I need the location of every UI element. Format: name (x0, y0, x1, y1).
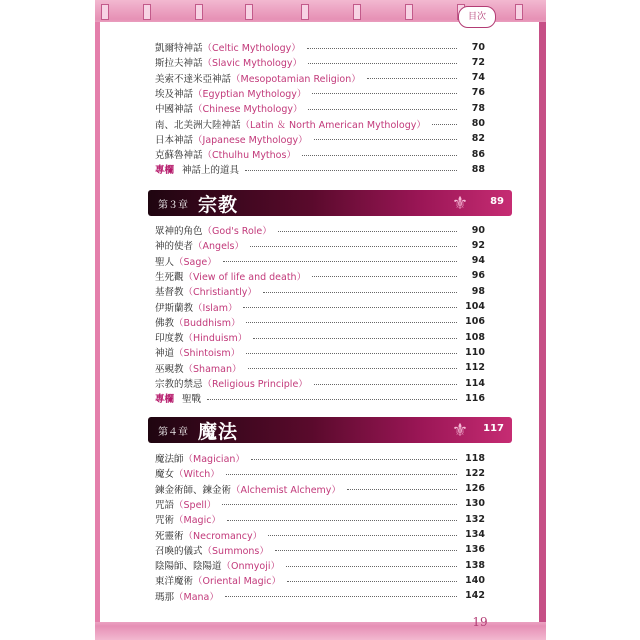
fleur-de-lis-icon: ⚜ (451, 193, 468, 214)
entry-english-title: （Magician） (183, 454, 245, 465)
leader-dots (367, 78, 457, 79)
column-tag: 專欄 (155, 394, 175, 406)
toc-entry[interactable] (155, 512, 485, 526)
toc-entry[interactable] (155, 589, 485, 603)
leader-dots (312, 93, 457, 94)
entry-english-title: （Onmyoji） (221, 561, 280, 573)
leader-dots (347, 489, 457, 490)
entry-title: 斯拉夫神話 (155, 58, 203, 70)
toc-entry[interactable] (155, 300, 485, 314)
entry-title: 聖人 (155, 256, 175, 268)
entry-page-number: 134 (465, 529, 485, 540)
entry-english-title: （Cthulhu Mythos） (202, 150, 296, 162)
entry-page-number: 104 (465, 301, 485, 312)
page-number: 19 (472, 615, 488, 629)
entry-title: 眾神的角色 (155, 226, 203, 237)
toc-entry[interactable] (155, 573, 485, 587)
entry-page-number: 122 (465, 467, 485, 479)
toc-entry[interactable] (155, 147, 485, 161)
chapter-label: 第４章 (158, 426, 188, 438)
entry-page-number: 98 (471, 285, 485, 297)
entry-english-title: （Spell） (174, 499, 217, 511)
entry-title: 魔法師 (155, 454, 184, 465)
toc-entry[interactable] (155, 482, 485, 496)
leader-dots (308, 63, 457, 64)
entry-english-title: （Alchemist Alchemy） (231, 484, 341, 496)
entry-title: 凱爾特神話 (155, 43, 203, 54)
leader-dots (248, 368, 458, 369)
toc-entry[interactable] (155, 466, 485, 480)
column-tag: 專欄 (155, 165, 175, 177)
toc-entry[interactable] (155, 558, 485, 572)
leader-dots (246, 322, 457, 323)
leader-dots (250, 246, 457, 247)
toc-entry[interactable] (155, 71, 485, 85)
entry-english-title: （Shintoism） (174, 348, 241, 360)
entry-page-number: 140 (465, 574, 485, 586)
leader-dots (287, 581, 457, 582)
leader-dots (226, 474, 457, 475)
entry-title: 克蘇魯神話 (155, 150, 203, 162)
entry-english-title: （Japanese Mythology） (193, 134, 308, 146)
entry-page-number: 92 (471, 239, 485, 251)
entry-page-number: 94 (471, 255, 485, 267)
entry-title: 死靈術 (155, 530, 184, 542)
entry-page-number: 136 (465, 544, 485, 556)
leader-dots (263, 292, 457, 293)
leader-dots (432, 124, 457, 125)
entry-english-title: （Slavic Mythology） (202, 58, 302, 70)
toc-entry[interactable] (155, 223, 485, 237)
toc-entry[interactable] (155, 528, 485, 542)
fleur-de-lis-icon: ⚜ (451, 420, 468, 441)
chapter-3-banner[interactable] (148, 190, 512, 216)
toc-badge: 目次 (458, 6, 496, 28)
entry-title: 瑪那 (155, 591, 175, 603)
entry-page-number: 138 (465, 559, 485, 571)
entry-english-title: （Sage） (174, 256, 217, 268)
leader-dots (275, 550, 457, 551)
entry-page-number: 76 (471, 87, 485, 99)
entry-title: 神道 (155, 348, 175, 360)
entry-english-title: （Magic） (174, 515, 221, 527)
entry-page-number: 80 (471, 118, 485, 129)
toc-entry[interactable] (155, 376, 485, 390)
entry-title: 宗教的禁忌 (155, 379, 203, 390)
leader-dots (222, 504, 457, 505)
entry-page-number: 108 (465, 331, 485, 343)
entry-title: 印度教 (155, 333, 184, 345)
entry-title: 生死觀 (155, 271, 184, 283)
toc-column-entry[interactable] (155, 162, 485, 176)
toc-entry[interactable] (155, 269, 485, 283)
entry-english-title: （Egyptian Mythology） (193, 88, 307, 100)
entry-page-number: 132 (465, 513, 485, 525)
entry-page-number: 86 (471, 148, 485, 160)
entry-title: 中國神話 (155, 104, 194, 116)
entry-title: 埃及神話 (155, 88, 194, 100)
entry-page-number: 96 (471, 270, 485, 282)
toc-entry[interactable] (155, 361, 485, 375)
chapter-title: 宗教 (198, 193, 239, 216)
entry-page-number: 78 (471, 102, 485, 114)
brick-decoration (301, 4, 309, 20)
leader-dots (251, 459, 457, 460)
brick-decoration (405, 4, 413, 20)
entry-title: 魔女 (155, 469, 175, 481)
entry-english-title: （Witch） (174, 469, 220, 481)
right-margin (540, 0, 640, 640)
leader-dots (286, 566, 457, 567)
entry-english-title: （Chinese Mythology） (193, 104, 303, 116)
brick-decoration (195, 4, 203, 20)
entry-page-number: 130 (465, 498, 485, 510)
entry-title: 神話上的道具 (182, 165, 240, 177)
chapter-page-number: 117 (483, 423, 504, 434)
toc-entry[interactable] (155, 315, 485, 329)
entry-title: 基督教 (155, 287, 184, 299)
entry-page-number: 126 (465, 483, 485, 495)
leader-dots (314, 384, 457, 385)
entry-title: 鍊金術師、鍊金術 (155, 484, 232, 496)
leader-dots (268, 535, 457, 536)
brick-decoration (245, 4, 253, 20)
entry-title: 咒語 (155, 499, 175, 511)
leader-dots (245, 170, 457, 171)
leader-dots (246, 353, 457, 354)
leader-dots (307, 48, 457, 49)
entry-title: 東洋魔術 (155, 576, 194, 588)
chapter-label: 第３章 (158, 199, 188, 211)
entry-title: 美索不達米亞神話 (155, 73, 232, 85)
leader-dots (312, 276, 457, 277)
entry-page-number: 106 (465, 316, 485, 328)
entry-english-title: （Celtic Mythology） (202, 43, 301, 54)
entry-title: 召喚的儀式 (155, 545, 203, 557)
toc-entry[interactable] (155, 284, 485, 298)
brick-decoration (101, 4, 109, 20)
entry-page-number: 142 (465, 590, 485, 602)
entry-english-title: （Buddhism） (174, 317, 241, 329)
entry-page-number: 118 (465, 452, 485, 464)
entry-title: 日本神話 (155, 134, 194, 146)
entry-page-number: 82 (471, 133, 485, 145)
entry-page-number: 88 (471, 163, 485, 175)
entry-title: 陰陽師、陰陽道 (155, 561, 222, 573)
entry-english-title: （Islam） (193, 302, 238, 314)
brick-decoration (515, 4, 523, 20)
toc-entry[interactable] (155, 238, 485, 252)
toc-entry[interactable] (155, 345, 485, 359)
leader-dots (314, 139, 457, 140)
entry-page-number: 110 (465, 346, 485, 358)
leader-dots (278, 231, 457, 232)
toc-entry[interactable] (155, 543, 485, 557)
entry-english-title: （Oriental Magic） (193, 576, 282, 588)
entry-english-title: （Latin ＆ North American Mythology） (240, 119, 426, 131)
entry-title: 聖戰 (182, 394, 202, 406)
entry-english-title: （Necromancy） (183, 530, 263, 542)
entry-page-number: 74 (471, 72, 485, 84)
entry-page-number: 116 (465, 392, 485, 404)
entry-english-title: （View of life and death） (183, 271, 307, 283)
leader-dots (225, 596, 457, 597)
entry-english-title: （Hinduism） (183, 333, 248, 345)
entry-page-number: 114 (465, 377, 485, 389)
leader-dots (302, 155, 457, 156)
entry-title: 咒術 (155, 515, 175, 527)
brick-decoration (353, 4, 361, 20)
toc-entry[interactable] (155, 55, 485, 69)
entry-title: 南、北美洲大陸神話 (155, 119, 241, 131)
entry-english-title: （Religious Principle） (202, 379, 308, 390)
entry-english-title: （Mana） (174, 591, 219, 603)
entry-title: 神的使者 (155, 241, 194, 253)
leader-dots (308, 109, 457, 110)
entry-english-title: （Shaman） (183, 363, 242, 375)
toc-entry[interactable] (155, 132, 485, 146)
entry-page-number: 90 (471, 224, 485, 236)
toc-entry[interactable] (155, 330, 485, 344)
toc-entry[interactable] (155, 101, 485, 115)
toc-entry[interactable] (155, 86, 485, 100)
toc-column-entry[interactable] (155, 391, 485, 405)
chapter-4-banner[interactable] (148, 417, 512, 443)
entry-english-title: （Christiantly） (183, 287, 257, 299)
leader-dots (207, 399, 457, 400)
entry-page-number: 72 (471, 56, 485, 68)
leader-dots (243, 307, 457, 308)
chapter-title: 魔法 (198, 420, 239, 443)
entry-page-number: 70 (471, 41, 485, 53)
leader-dots (253, 338, 457, 339)
toc-entry[interactable] (155, 40, 485, 54)
entry-english-title: （Mesopotamian Religion） (231, 73, 361, 85)
leader-dots (227, 520, 457, 521)
entry-english-title: （God's Role） (202, 226, 272, 237)
entry-page-number: 112 (465, 362, 485, 374)
toc-entry[interactable] (155, 451, 485, 465)
leader-dots (223, 261, 457, 262)
entry-title: 伊斯蘭教 (155, 302, 194, 314)
toc-entry[interactable] (155, 254, 485, 268)
entry-title: 巫覡教 (155, 363, 184, 375)
entry-english-title: （Angels） (193, 241, 244, 253)
toc-entry[interactable] (155, 117, 485, 131)
left-margin (0, 0, 95, 640)
brick-decoration (143, 4, 151, 20)
toc-entry[interactable] (155, 497, 485, 511)
chapter-page-number: 89 (490, 196, 504, 207)
entry-english-title: （Summons） (202, 545, 269, 557)
entry-title: 佛教 (155, 317, 175, 329)
